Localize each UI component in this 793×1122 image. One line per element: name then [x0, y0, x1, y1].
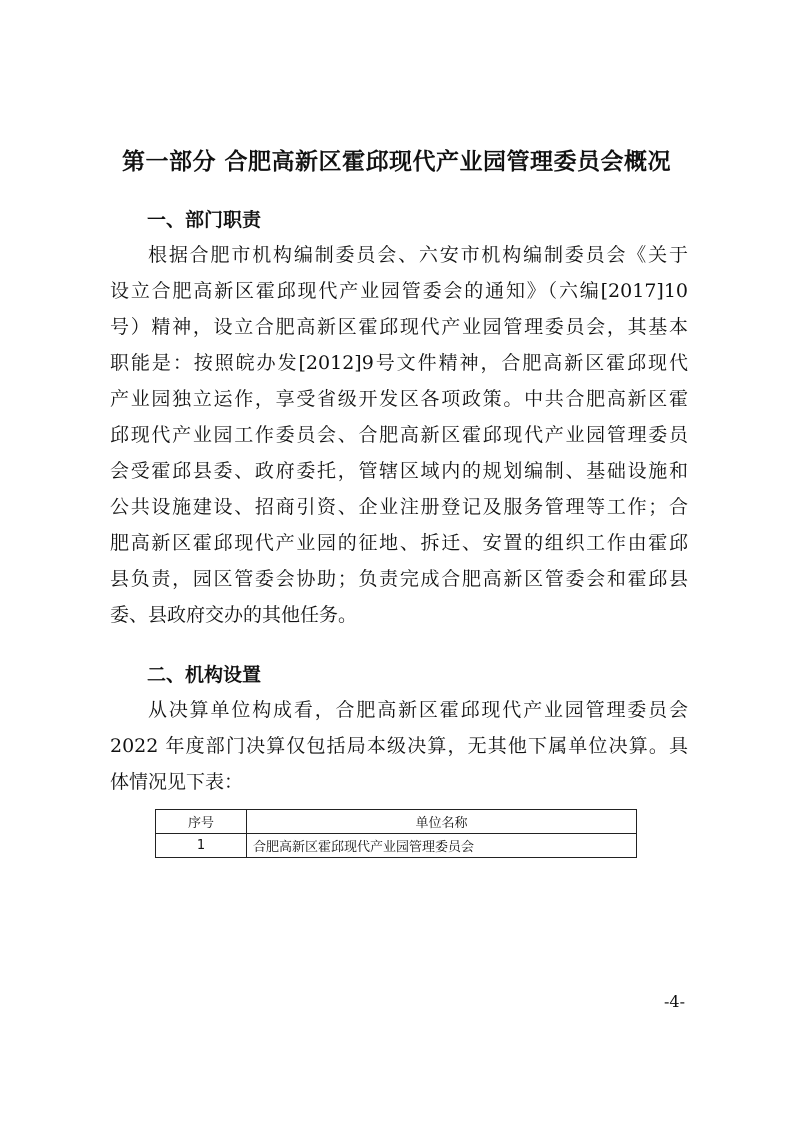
paragraph-line: 会受霍邱县委、政府委托，管辖区域内的规划编制、基础设施和: [110, 460, 688, 482]
page-title: 第一部分 合肥高新区霍邱现代产业园管理委员会概况: [121, 148, 671, 175]
paragraph-line: 县负责，园区管委会协助；负责完成合肥高新区管委会和霍邱县: [110, 568, 688, 590]
paragraph-line: 邱现代产业园工作委员会、合肥高新区霍邱现代产业园管理委员: [110, 424, 688, 446]
table-row: [156, 834, 637, 858]
paragraph-line: 从决算单位构成看，合肥高新区霍邱现代产业园管理委员会: [148, 699, 688, 721]
cell-index: 1: [156, 834, 247, 858]
paragraph-line: 根据合肥市机构编制委员会、六安市机构编制委员会《关于: [148, 244, 688, 266]
paragraph-line: 号）精神，设立合肥高新区霍邱现代产业园管理委员会，其基本: [110, 316, 688, 338]
structure-paragraph: [110, 692, 688, 800]
section-heading-structure: 二、机构设置: [147, 664, 262, 686]
header-unit-name: 单位名称: [247, 810, 637, 834]
paragraph-line: 体情况见下表：: [110, 771, 244, 793]
cell-unit-name: 合肥高新区霍邱现代产业园管理委员会: [247, 834, 637, 858]
page-number: -4-: [664, 992, 685, 1011]
paragraph-line: 肥高新区霍邱现代产业园的征地、拆迁、安置的组织工作由霍邱: [110, 532, 688, 554]
paragraph-line: 产业园独立运作，享受省级开发区各项政策。中共合肥高新区霍: [110, 388, 688, 410]
paragraph-line: 委、县政府交办的其他任务。: [110, 604, 358, 626]
paragraph-line: 2022 年度部门决算仅包括局本级决算，无其他下属单位决算。具: [110, 735, 688, 757]
paragraph-line: 公共设施建设、招商引资、企业注册登记及服务管理等工作；合: [110, 496, 688, 518]
paragraph-line: 设立合肥高新区霍邱现代产业园管委会的通知》（六编[2017]10: [110, 280, 688, 302]
section-heading-duties: 一、部门职责: [147, 209, 262, 231]
header-index: 序号: [156, 810, 247, 834]
duties-paragraph: [110, 237, 688, 633]
table-header-row: [156, 810, 637, 834]
paragraph-line: 职能是：按照皖办发[2012]9号文件精神，合肥高新区霍邱现代: [110, 352, 688, 374]
unit-table: [155, 809, 637, 858]
